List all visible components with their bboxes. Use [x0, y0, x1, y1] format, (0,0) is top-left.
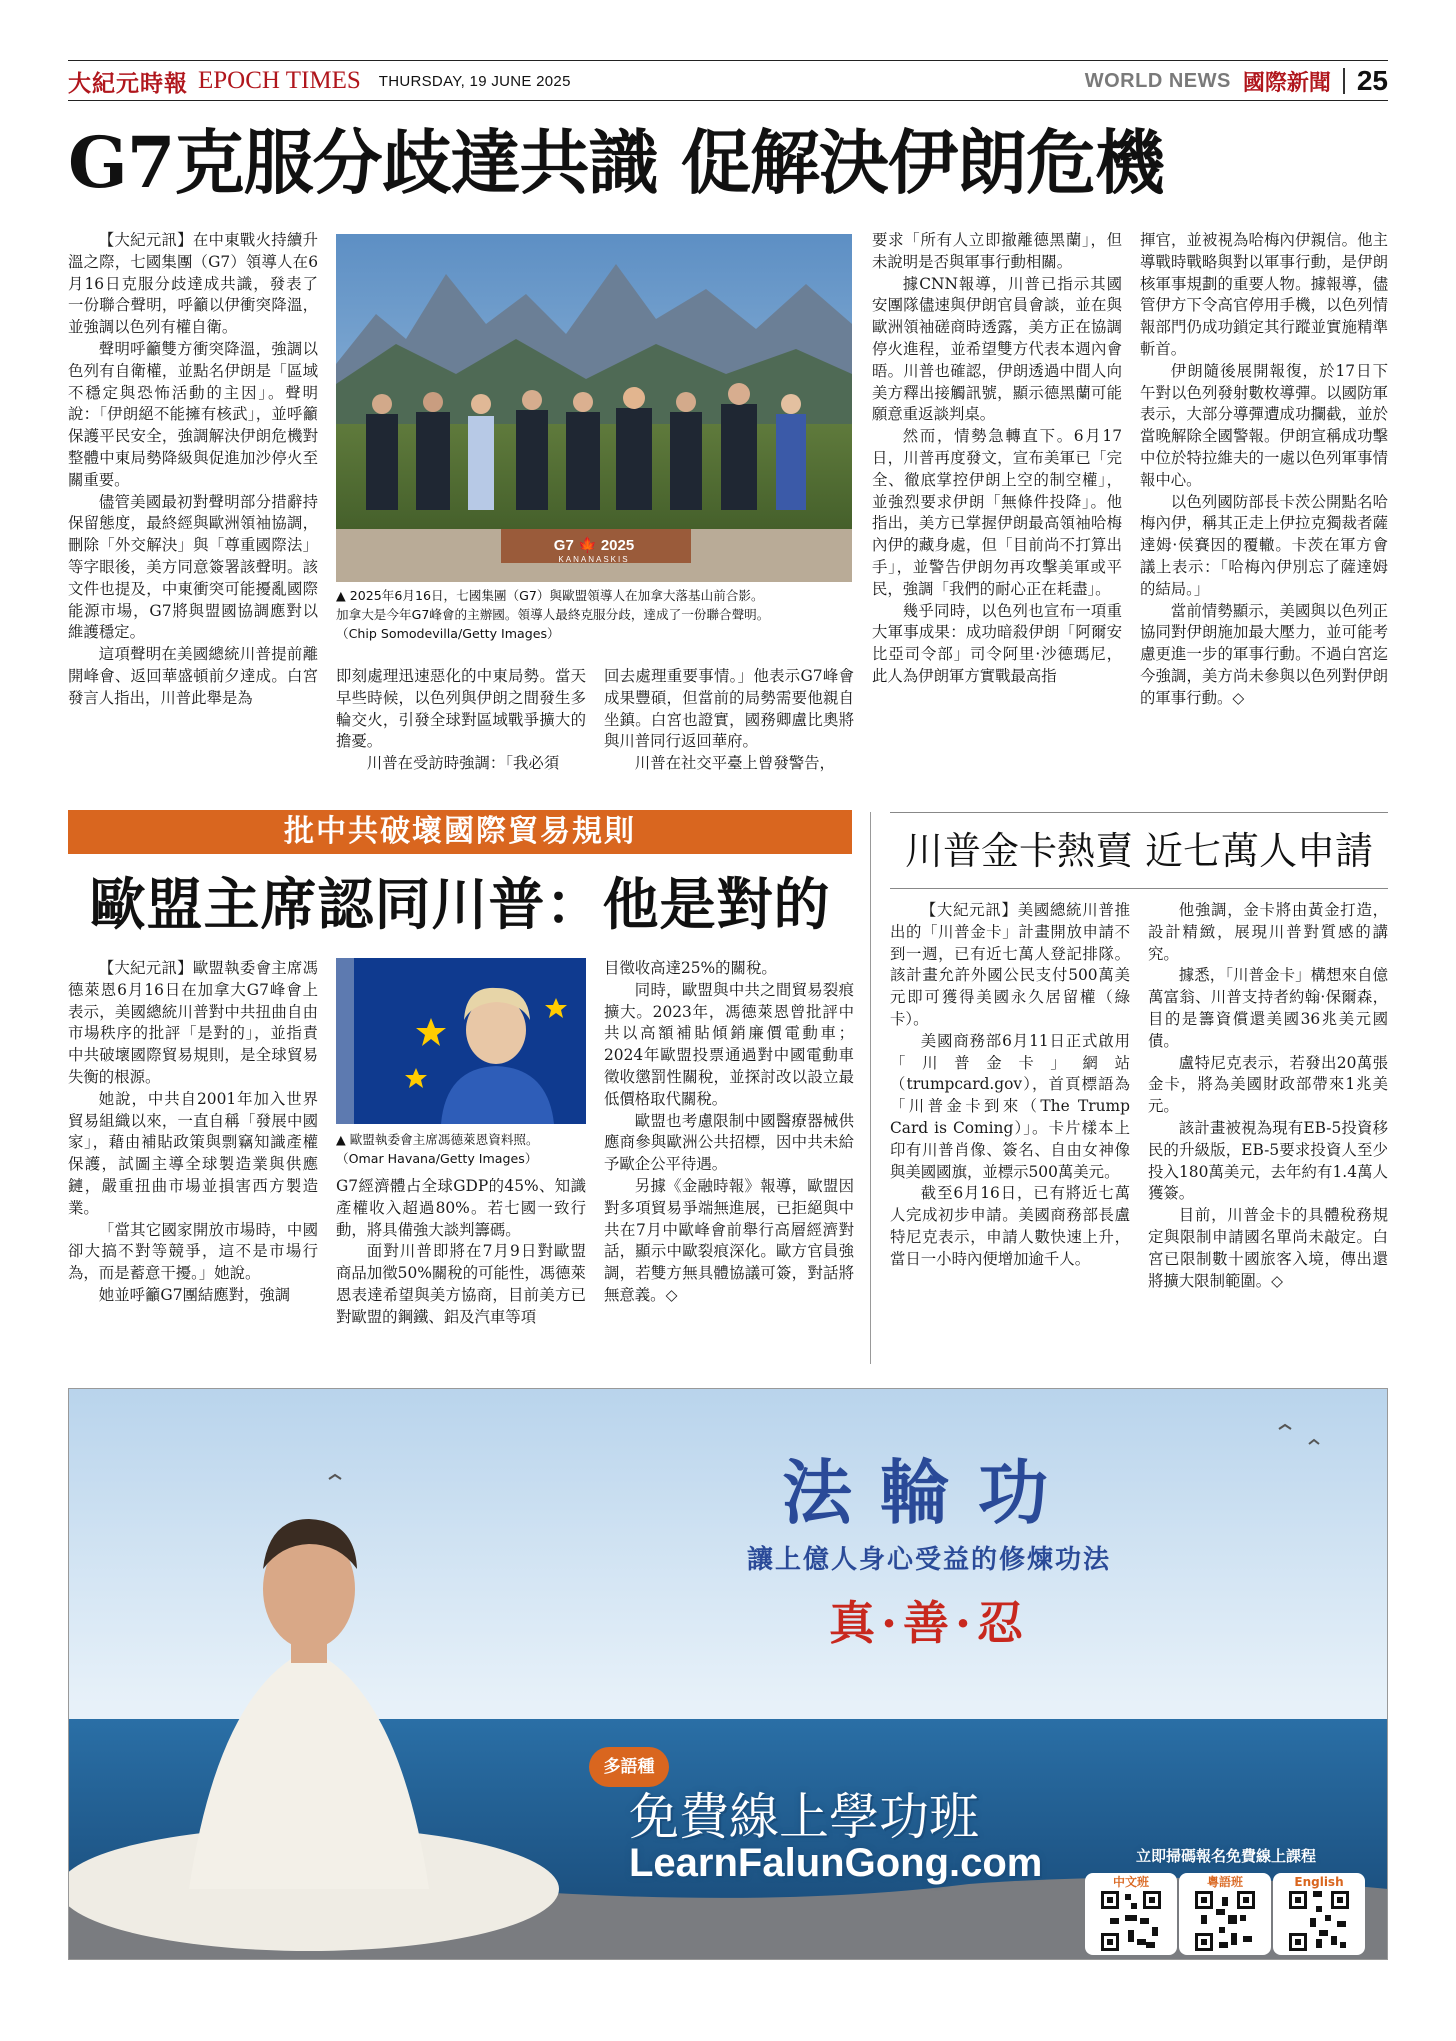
qr-prompt: 立即掃碼報名免費線上課程 [1135, 1847, 1316, 1865]
g7-paragraph: 然而，情勢急轉直下。6月17日，川普再度發文，宣布美軍已「完全、徹底掌控伊朗上空的制空權」，並強烈要求伊朗「無條件投降」。他指出，美方已掌握伊朗最高領袖哈梅內伊的藏身處，但「目前尚不打算出手」，並警告伊朗勿再攻擊美軍或平民，強調「我們的耐心正在耗盡」。 [872, 427, 1122, 598]
g7-paragraph: 川普在受訪時強調：「我必須 [366, 754, 560, 773]
g7-paragraph: 儘管美國最初對聲明部分措辭持保留態度，最終經與歐洲領袖協調，刪除「外交解決」與「尊重國際法」等字眼後，美方同意簽署該聲明。該文件也提及，中東衝突可能擾亂國際能源市場，G7將與盟國協調應對以維護穩定。 [68, 492, 318, 642]
masthead-top-rule [68, 60, 1388, 61]
gold-card-headline: 川普金卡熱賣 近七萬人申請 [904, 829, 1374, 873]
eu-paragraph: 同時，歐盟與中共之間貿易裂痕擴大。2023年，馮德萊恩曾批評中共以高額補貼傾銷廉價電動車；2024年歐盟投票通過對中國電動車徵收懲罰性關稅，並探討改以設立最低價格取代關稅。 [604, 980, 854, 1108]
gold-paragraph: 他強調，金卡將由黃金打造，設計精緻，展現川普對質感的講究。 [1148, 901, 1388, 963]
g7-paragraph: 當前情勢顯示，美國與以色列正協同對伊朗施加最大壓力，並可能考慮更進一步的軍事行動。不過白宮迄今強調，美方尚未參與以色列對伊朗的軍事行動。◇ [1140, 601, 1388, 707]
falun-gong-advertisement [68, 1388, 1388, 1960]
ad-principles: 真·善·忍 [828, 1596, 1030, 1650]
von-der-leyen-photo [336, 958, 586, 1124]
ad-title: 法輪功 [782, 1451, 1076, 1534]
masthead-brand [68, 64, 571, 98]
ad-class-title: 免費線上學功班 [629, 1788, 979, 1846]
g7-paragraph: 據CNN報導，川普已指示其國安團隊儘速與伊朗官員會談，並在與歐洲領袖磋商時透露，美方正在協調停火進程，並希望雙方代表本週內會晤。川普也確認，伊朗透過中間人向美方釋出接觸訊號，顯示德黑蘭可能願意重返談判桌。 [872, 274, 1122, 424]
ad-website-link[interactable]: LearnFalunGong.com [629, 1841, 1043, 1885]
g7-photo-illustration [336, 234, 852, 582]
section-chinese: 國際新聞 [1242, 70, 1331, 96]
eu-column-1 [68, 958, 318, 1366]
gold-column-1 [890, 900, 1130, 1366]
g7-paragraph: 川普在社交平臺上曾發警告， [634, 754, 835, 773]
brand-english: EPOCH TIMES [198, 67, 361, 94]
qr-label: 粵語班 [1206, 1875, 1243, 1889]
caption-line: ▲ 2025年6月16日，七國集團（G7）與歐盟領導人在加拿大落基山前合影。 [336, 588, 764, 603]
gold-headline-rule [890, 888, 1388, 889]
section-english: WORLD NEWS [1084, 69, 1231, 92]
eu-paragraph: 目徵收高達25%的關稅。 [604, 959, 777, 977]
eu-paragraph: 另據《金融時報》報導，歐盟因對多項貿易爭端無進展，已拒絕與中共在7月中歐峰會前舉行高層經濟對話，顯示中歐裂痕深化。歐方官員強調，若雙方無具體協議可簽，對話將無意義。◇ [604, 1176, 854, 1304]
eu-paragraph: 【大紀元訊】歐盟執委會主席馮德萊恩6月16日在加拿大G7峰會上表示，美國總統川普對中共扭曲自由市場秩序的批評「是對的」，並指責中共破壞國際貿易規則，是全球貿易失衡的根源。 [68, 959, 318, 1086]
gold-paragraph: 該計畫被視為現有EB-5投資移民的升級版，EB-5要求投資人至少投入180萬美元，去年約有1.4萬人獲簽。 [1148, 1118, 1388, 1203]
qr-card-chinese[interactable] [1085, 1873, 1177, 1955]
multilingual-badge: 多語種 [589, 1747, 669, 1787]
g7-paragraph: 聲明呼籲雙方衝突降溫，強調以色列有自衛權，並點名伊朗是「區域不穩定與恐怖活動的主因」。聲明說：「伊朗絕不能擁有核武」，並呼籲保護平民安全，強調解決伊朗危機對整體中東局勢降級與促進加沙停火至關重要。 [68, 339, 318, 489]
g7-sign-subtext: KANANASKIS [558, 555, 630, 564]
masthead-bottom-rule [68, 100, 1388, 101]
caption-line: （Chip Somodevilla/Getty Images） [336, 626, 560, 641]
gold-paragraph: 目前，川普金卡的具體稅務規定與限制申請國名單尚未敲定。白宮已限制數十國旅客入境，傳出還將擴大限制範圍。◇ [1148, 1206, 1388, 1290]
eu-paragraph: G7經濟體占全球GDP的45%、知識產權收入超過80%。若七國一致行動，將具備強大談判籌碼。 [336, 1177, 586, 1239]
issue-date: THURSDAY, 19 JUNE 2025 [378, 72, 571, 90]
qr-code-icon [1195, 1891, 1255, 1951]
g7-paragraph: 即刻處理迅速惡化的中東局勢。當天早些時候，以色列與伊朗之間發生多輪交火，引發全球對區域戰爭擴大的擔憂。 [336, 667, 586, 751]
g7-sign-text: G7 🍁 2025 [553, 537, 635, 554]
g7-column-4 [872, 230, 1122, 798]
g7-paragraph: 回去處理重要事情。」他表示G7峰會成果豐碩，但當前的局勢需要他親自坐鎮。白宮也證實，國務卿盧比奧將與川普同行返回華府。 [604, 667, 854, 751]
gold-paragraph: 美國商務部6月11日正式啟用「川普金卡」網站（trumpcard.gov），首頁標語為「川普金卡到來（The Trump Card is Coming）」。卡片樣本上印有川普肖像、簽名、自由女神像與美國國旗，並標示500萬美元。 [890, 1031, 1130, 1181]
eu-paragraph: 她說，中共自2001年加入世界貿易組織以來，一直自稱「發展中國家」，藉由補貼政策與剽竊知識產權保護，試圖主導全球製造業與供應鏈，嚴重扭曲市場並損害西方製造業。 [68, 1089, 318, 1217]
eu-column-2 [336, 1176, 586, 1366]
gold-paragraph: 據悉，「川普金卡」構想來自億萬富翁、川普支持者約翰·保爾森，目的是籌資償還美國36兆美元國債。 [1148, 966, 1388, 1050]
qr-card-english[interactable] [1273, 1873, 1365, 1955]
eu-kicker-banner: 批中共破壞國際貿易規則 [68, 810, 852, 854]
qr-label: English [1294, 1875, 1344, 1889]
section-divider [1343, 68, 1345, 94]
g7-paragraph: 【大紀元訊】在中東戰火持續升溫之際，七國集團（G7）領導人在6月16日克服分歧達成共識，發表了一份聯合聲明，呼籲以伊衝突降溫，並強調以色列有權自衛。 [68, 231, 318, 337]
g7-paragraph: 這項聲明在美國總統川普提前離開峰會、返回華盛頓前夕達成。白宮發言人指出，川普此舉是為 [68, 645, 318, 707]
g7-column-1 [68, 230, 318, 798]
g7-photo-caption [336, 586, 856, 643]
caption-line: 加拿大是今年G7峰會的主辦國。領導人最終克服分歧，達成了一份聯合聲明。 [336, 607, 770, 622]
g7-column-3 [604, 666, 854, 798]
gold-top-rule [890, 812, 1388, 813]
g7-paragraph: 幾乎同時，以色列也宣布一項重大軍事成果：成功暗殺伊朗「阿爾安比亞司令部」司令阿里·沙德瑪尼，此人為伊朗軍方實戰最高指 [872, 601, 1122, 685]
brand-chinese: 大紀元時報 [68, 69, 188, 97]
g7-headline: G7克服分歧達共識 促解決伊朗危機 [68, 121, 1164, 204]
qr-label: 中文班 [1112, 1875, 1149, 1889]
g7-column-5 [1140, 230, 1388, 798]
section-divider [870, 812, 871, 1364]
eu-paragraph: 她並呼籲G7團結應對，強調 [98, 1285, 291, 1304]
g7-column-2 [336, 666, 586, 798]
qr-code-icon [1101, 1891, 1161, 1951]
qr-code-icon [1289, 1891, 1349, 1951]
gold-paragraph: 盧特尼克表示，若發出20萬張金卡，將為美國財政部帶來1兆美元。 [1148, 1053, 1388, 1116]
caption-line: （Omar Havana/Getty Images） [336, 1151, 538, 1166]
eu-headline: 歐盟主席認同川普：他是對的 [89, 873, 831, 938]
qr-card-cantonese[interactable] [1179, 1873, 1271, 1955]
g7-paragraph: 以色列國防部長卡茨公開點名哈梅內伊，稱其正走上伊拉克獨裁者薩達姆·侯賽因的覆轍。卡茨在軍方會議上表示：「哈梅內伊別忘了薩達姆的結局。」 [1140, 492, 1388, 598]
eu-column-3 [604, 958, 854, 1366]
g7-leaders-photo [336, 234, 852, 582]
g7-paragraph: 要求「所有人立即撤離德黑蘭」，但未說明是否與軍事行動相關。 [872, 231, 1122, 271]
g7-paragraph: 揮官，並被視為哈梅內伊親信。他主導戰時戰略與對以軍事行動，是伊朗核軍事規劃的重要人物。據報導，儘管伊方下令高官停用手機，以色列情報部門仍成功鎖定其行蹤並實施精準斬首。 [1140, 231, 1388, 358]
gold-column-2 [1148, 900, 1388, 1366]
eu-paragraph: 面對川普即將在7月9日對歐盟商品加徵50%關稅的可能性，馮德萊恩表達希望與美方協商，目前美方已對歐盟的鋼鐵、鋁及汽車等項 [336, 1242, 586, 1326]
caption-line: ▲ 歐盟執委會主席馮德萊恩資料照。 [336, 1132, 539, 1147]
ad-subtitle: 讓上億人身心受益的修煉功法 [746, 1545, 1111, 1575]
eu-photo-caption [336, 1130, 596, 1168]
page-number: 25 [1356, 65, 1388, 96]
eu-paragraph: 歐盟也考慮限制中國醫療器械供應商參與歐洲公共招標，因中共未給予歐企公平待遇。 [604, 1111, 854, 1174]
g7-paragraph: 伊朗隨後展開報復，於17日下午對以色列發射數枚導彈。以國防軍表示，大部分導彈遭成功攔截，並於當晚解除全國警報。伊朗宣稱成功擊中位於特拉維夫的一處以色列軍事情報中心。 [1140, 361, 1388, 489]
masthead-section [1085, 62, 1388, 100]
gold-paragraph: 【大紀元訊】美國總統川普推出的「川普金卡」計畫開放申請不到一週，已有近七萬人登記排隊。該計畫允許外國公民支付500萬美元即可獲得美國永久居留權（綠卡）。 [890, 901, 1130, 1028]
eu-photo-illustration [336, 958, 586, 1124]
gold-paragraph: 截至6月16日，已有將近七萬人完成初步申請。美國商務部長盧特尼克表示，申請人數快速上升，當日一小時內便增加逾千人。 [890, 1184, 1130, 1268]
eu-paragraph: 「當其它國家開放市場時，中國卻大搞不對等競爭，這不是市場行為，而是蓄意干擾。」她說。 [68, 1220, 318, 1283]
